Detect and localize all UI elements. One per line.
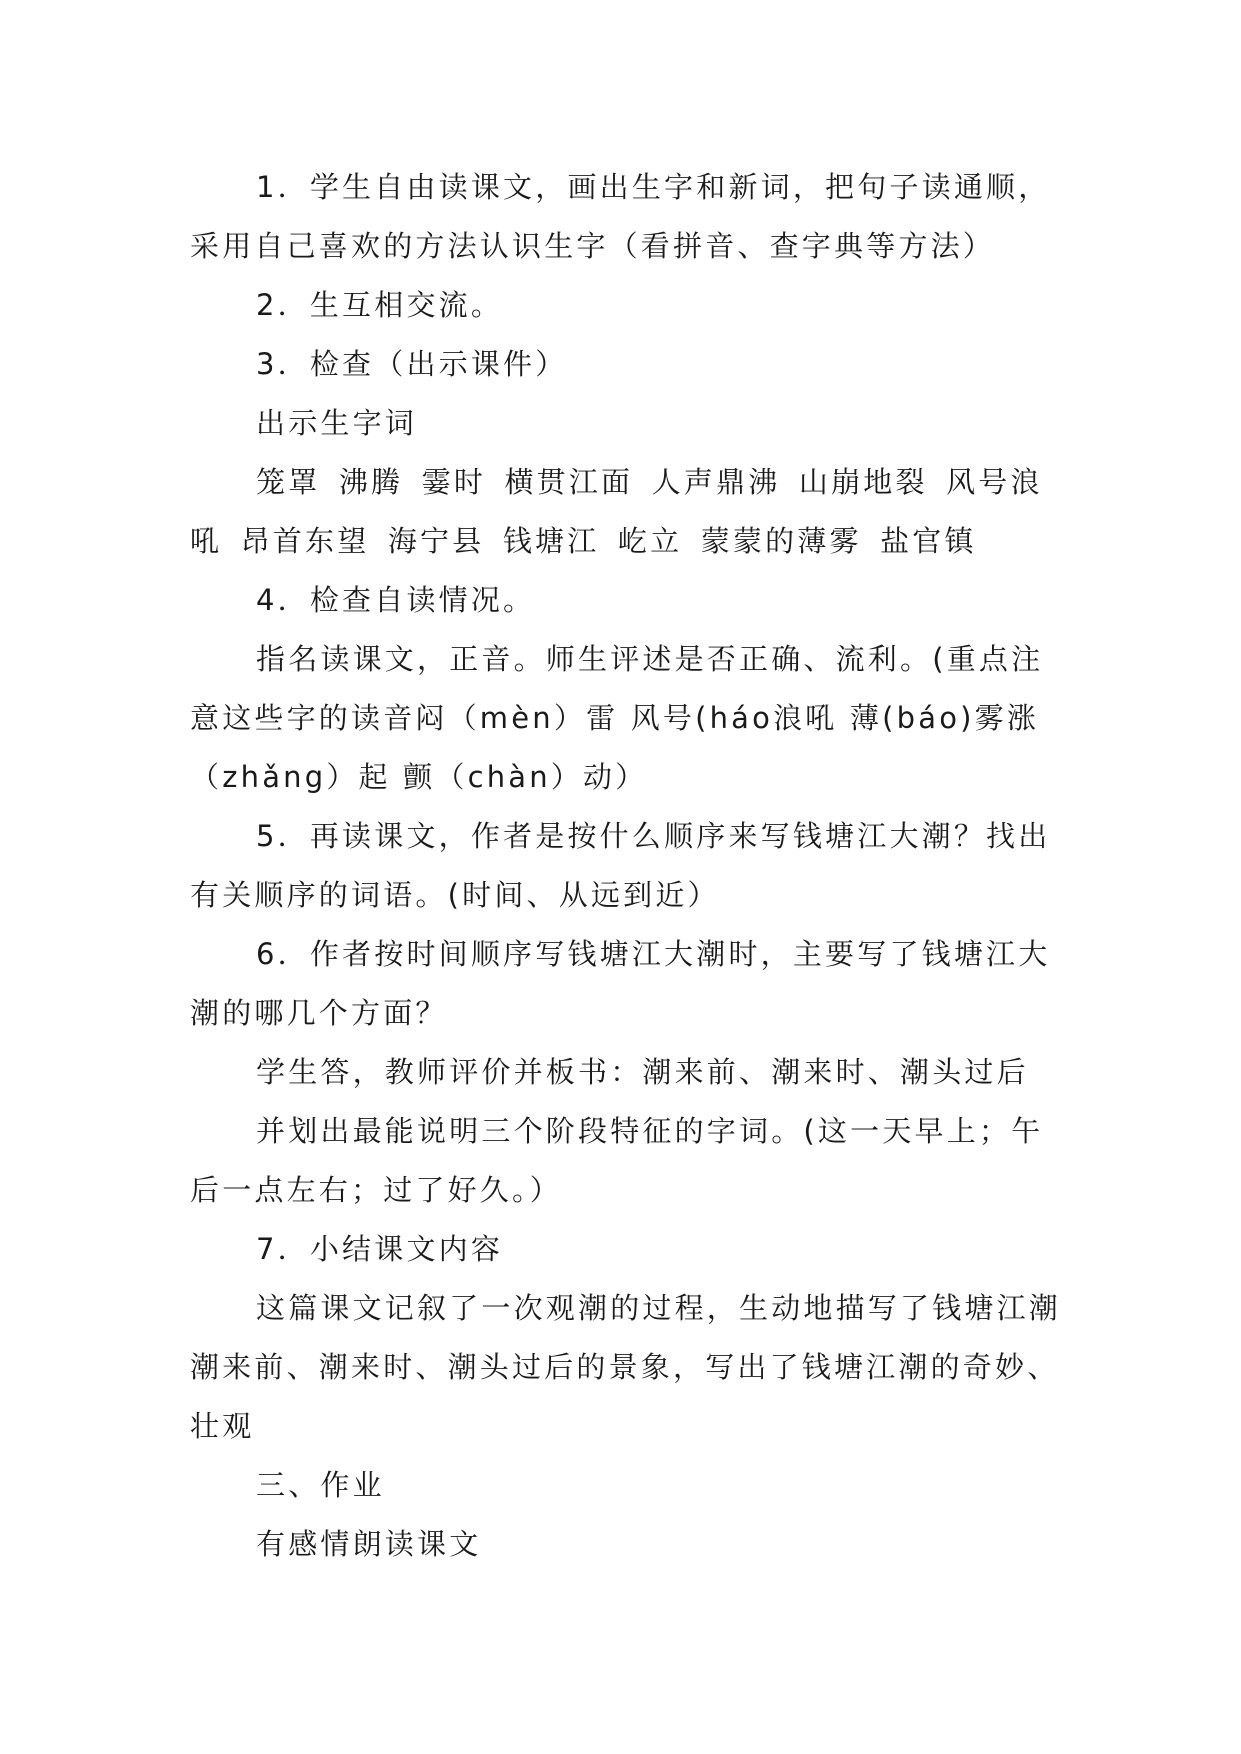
step-6-paragraph: 6．作者按时间顺序写钱塘江大潮时，主要写了钱塘江大潮的哪几个方面？ (190, 937, 1051, 1030)
step-3-paragraph: 3．检查（出示课件） (256, 347, 568, 381)
homework-heading: 三、作业 (256, 1468, 385, 1502)
document-page (190, 158, 1062, 1574)
stage-words-paragraph: 并划出最能说明三个阶段特征的字词。(这一天早上；午后一点左右；过了好久。） (190, 1114, 1044, 1207)
homework-paragraph: 有感情朗读课文 (256, 1527, 482, 1561)
answer-paragraph: 学生答，教师评价并板书：潮来前、潮来时、潮头过后 (256, 1055, 1029, 1089)
vocab-heading: 出示生字词 (256, 406, 418, 440)
step-7-paragraph: 7．小结课文内容 (256, 1232, 504, 1266)
step-2-paragraph: 2．生互相交流。 (256, 288, 504, 322)
summary-paragraph: 这篇课文记叙了一次观潮的过程，生动地描写了钱塘江潮潮来前、潮来时、潮头过后的景象，写出了钱塘江潮的奇妙、壮观 (190, 1291, 1062, 1443)
step-5-paragraph: 5．再读课文，作者是按什么顺序来写钱塘江大潮？找出有关顺序的词语。(时间、从远到近） (190, 819, 1051, 912)
step-1-paragraph: 1．学生自由读课文，画出生字和新词，把句子读通顺，采用自己喜欢的方法认识生字（看拼音、查字典等方法） (190, 170, 1051, 263)
step-4-paragraph: 4．检查自读情况。 (256, 583, 536, 617)
vocab-list: 笼罩 沸腾 霎时 横贯江面 人声鼎沸 山崩地裂 风号浪吼 昂首东望 海宁县 钱塘江 屹立 蒙蒙的薄雾 盐官镇 (190, 465, 1043, 558)
pronunciation-paragraph: 指名读课文，正音。师生评述是否正确、流利。(重点注意这些字的读音闷（mèn）雷 风号(háo浪吼 薄(báo)雾涨（zhǎng）起 颤（chàn）动） (190, 642, 1044, 794)
